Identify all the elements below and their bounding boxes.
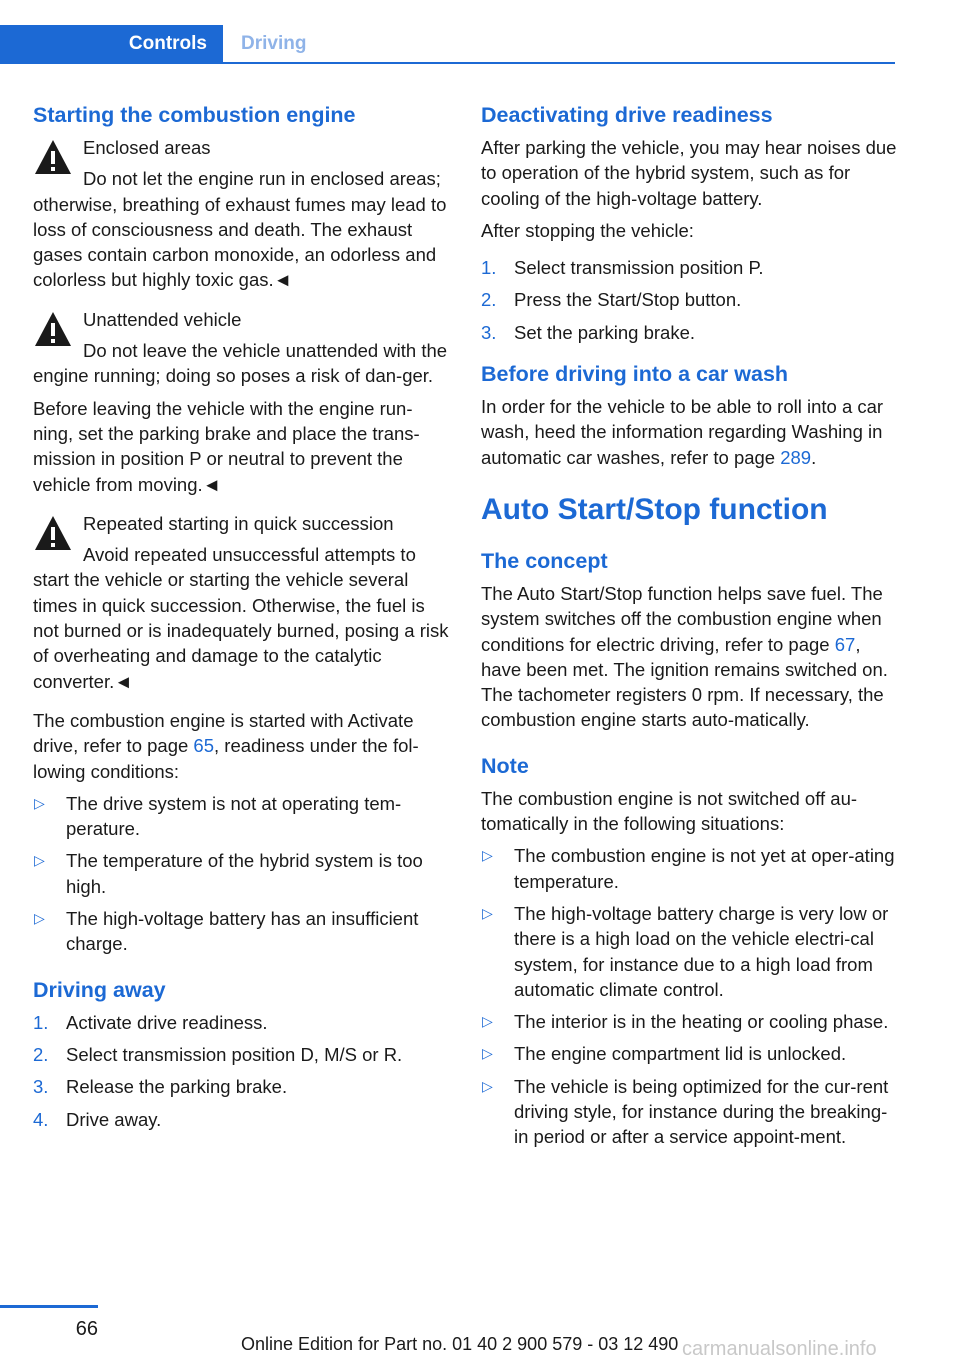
paragraph-engine-started [33, 708, 451, 784]
triangle-bullet-icon: ▷ [482, 1013, 493, 1030]
step-number: 3. [33, 1076, 49, 1098]
warning-title: Enclosed areas [83, 137, 211, 158]
step-number: 2. [33, 1043, 49, 1065]
list-item-text: The temperature of the hybrid system is too high. [66, 850, 423, 897]
triangle-bullet-icon: ▷ [482, 1045, 493, 1062]
page-link-289[interactable]: 289 [780, 446, 812, 468]
left-column [33, 100, 451, 1139]
list-item-text: Press the Start/Stop button. [514, 289, 742, 311]
heading-car-wash: Before driving into a car wash [481, 362, 789, 387]
text: , have been met. The ignition remains switched on. The tachometer registers 0 rpm. If necessary, the combustion engine starts auto‐matically. [481, 633, 888, 731]
list-item-text: The high-voltage battery charge is very low or there is a high load on the vehicle electri‐cal system, for instance due to a high load from automatic climate control. [514, 902, 889, 1000]
warning-title: Repeated starting in quick succession [83, 512, 394, 534]
triangle-bullet-icon: ▷ [482, 1077, 493, 1094]
warning-repeated-starting [33, 511, 451, 694]
watermark: carmanualsonline.info [682, 1338, 877, 1360]
edition-info: Online Edition for Part no. 01 40 2 900 579 - 03 12 490 [241, 1334, 679, 1354]
warning-title: Unattended vehicle [83, 308, 242, 330]
list-item-text: The high-voltage battery has an insufficient charge. [66, 908, 419, 955]
list-item-text: Select transmission position D, M/S or R. [66, 1043, 403, 1065]
heading-auto-start-stop: Auto Start/Stop function [481, 492, 828, 526]
list-item [481, 901, 901, 1002]
right-column [481, 100, 901, 1157]
footer-accent-line [0, 1305, 98, 1308]
text: In order for the vehicle to be able to roll into a car wash, heed the information regarding Washing in automatic car washes, refer to page [481, 396, 884, 468]
list-item [33, 1042, 451, 1067]
warning-enclosed-areas [33, 135, 451, 293]
tab-controls[interactable]: Controls [0, 25, 223, 62]
triangle-bullet-icon: ▷ [34, 910, 45, 927]
list-item-text: Activate drive readiness. [66, 1011, 268, 1033]
heading-note: Note [481, 753, 529, 778]
page-number: 66 [75, 1318, 98, 1340]
heading-deactivating: Deactivating drive readiness [481, 103, 773, 127]
list-item-text: Release the parking brake. [66, 1076, 288, 1098]
list-item [481, 320, 901, 345]
note-list [481, 843, 901, 1149]
list-item [33, 848, 451, 899]
step-number: 1. [33, 1011, 49, 1033]
step-number: 2. [481, 289, 497, 311]
list-item-text: Set the parking brake. [514, 321, 695, 343]
page-link-67[interactable]: 67 [834, 633, 856, 655]
paragraph-car-wash [481, 394, 901, 470]
paragraph-concept [481, 581, 901, 733]
list-item [33, 1010, 451, 1035]
list-item [33, 791, 451, 842]
list-item [481, 287, 901, 312]
warning-text: Do not leave the vehicle unattended with the engine running; doing so poses a risk of dan‐ger. [33, 340, 448, 387]
step-number: 1. [481, 257, 497, 279]
conditions-list [33, 791, 451, 957]
list-item [33, 906, 451, 957]
list-item-text: The combustion engine is not yet at oper‐ating temperature. [514, 845, 895, 892]
triangle-bullet-icon: ▷ [482, 904, 493, 921]
heading-driving-away: Driving away [33, 977, 166, 1002]
list-item [481, 255, 901, 280]
list-item [33, 1074, 451, 1099]
warning-text: Do not let the engine run in enclosed areas; otherwise, breathing of exhaust fumes may lead to loss of consciousness and death. The exhaust gases contain carbon monoxide, an odorless and colorless but highly toxic gas.◄ [33, 168, 447, 291]
text: . [811, 446, 817, 468]
text: The combustion engine is started with Activate drive, refer to page [33, 709, 414, 757]
triangle-bullet-icon: ▷ [34, 852, 45, 869]
list-item-text: Drive away. [66, 1108, 162, 1130]
heading-starting-engine: Starting the combustion engine [33, 103, 356, 127]
deactivation-steps-list [481, 255, 901, 345]
list-item [481, 843, 901, 894]
paragraph-after-stopping: After stopping the vehicle: [481, 219, 694, 241]
list-item-text: The drive system is not at operating tem‐perature. [66, 792, 402, 840]
heading-concept: The concept [481, 548, 608, 573]
list-item-text: The engine compartment lid is unlocked. [514, 1043, 847, 1065]
text: , readiness under the fol‐lowing conditions: [33, 735, 419, 782]
step-number: 3. [481, 321, 497, 343]
warning-unattended-vehicle [33, 307, 451, 389]
header-tabbar [0, 25, 895, 64]
triangle-bullet-icon: ▷ [34, 794, 45, 811]
list-item [481, 1009, 901, 1034]
step-number: 4. [33, 1108, 49, 1130]
list-item-text: Select transmission position P. [514, 257, 764, 279]
warning-icon [33, 309, 73, 349]
warning-text: Avoid repeated unsuccessful attempts to start the vehicle or starting the vehicle several times in quick succession. Otherwise, the fuel is not burned or is inadequately burned, posing a risk of overheating and damage to the catalytic converter.◄ [33, 544, 449, 692]
triangle-bullet-icon: ▷ [482, 847, 493, 864]
warning-icon [33, 513, 73, 553]
list-item-text: The vehicle is being optimized for the cur‐rent driving style, for instance during the breaking-in period or after a service appoint‐ment. [514, 1075, 889, 1148]
list-item-text: The interior is in the heating or cooling phase. [514, 1011, 889, 1033]
warning-icon [33, 137, 73, 177]
paragraph-note: The combustion engine is not switched off au‐tomatically in the following situations: [481, 787, 858, 835]
text: The Auto Start/Stop function helps save fuel. The system switches off the combustion engine when conditions for electric driving, refer to page [481, 582, 883, 655]
warning-text-continued: Before leaving the vehicle with the engine run‐ning, set the parking brake and place the trans‐mission in position P or neutral to prevent the vehicle from moving.◄ [33, 397, 420, 495]
list-item [33, 1107, 451, 1132]
list-item [481, 1041, 901, 1066]
paragraph-deactivating: After parking the vehicle, you may hear noises due to operation of the hybrid system, such as for cooling of the high-voltage battery. [481, 137, 897, 209]
driving-steps-list [33, 1010, 451, 1132]
page-link-65[interactable]: 65 [193, 735, 214, 757]
list-item [481, 1074, 901, 1150]
tab-driving[interactable]: Driving [241, 33, 307, 54]
